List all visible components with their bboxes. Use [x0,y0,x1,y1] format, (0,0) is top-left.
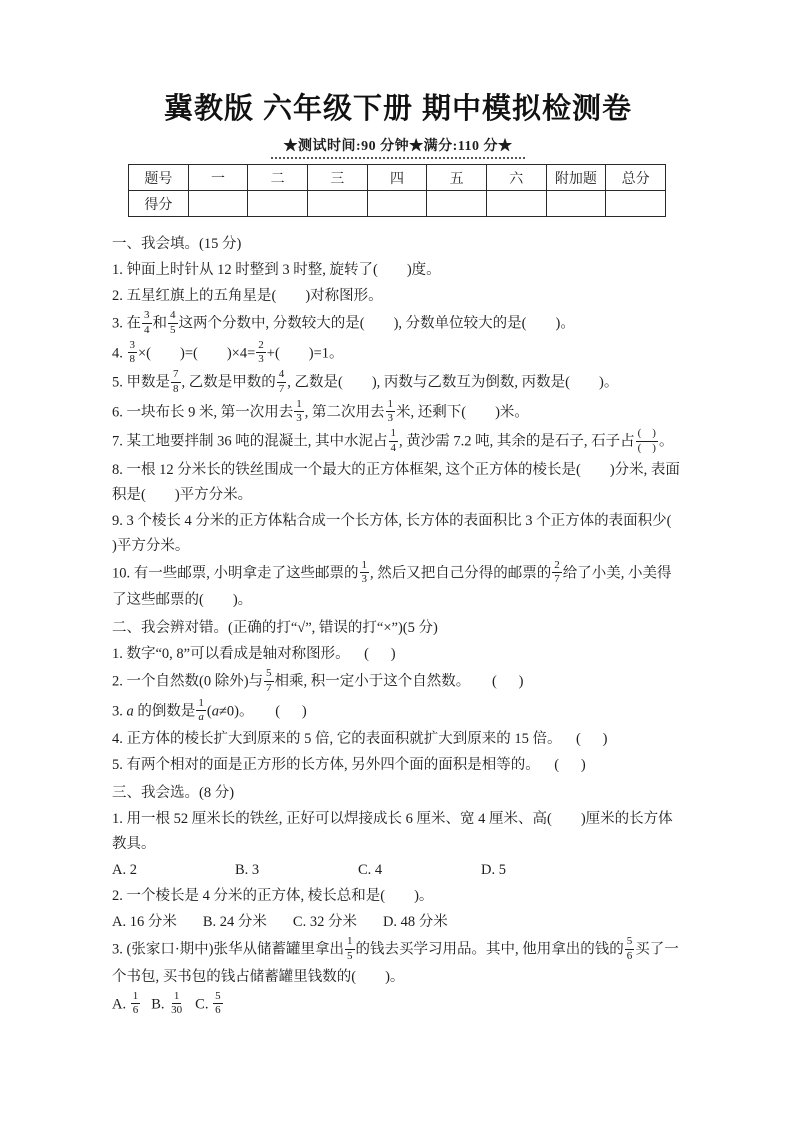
section-heading: 二、我会辨对错。(正确的打“√”, 错误的打“×”)(5 分) [112,620,438,636]
fraction: $\frac{7}{8}$ [173,368,179,395]
score-cell [307,191,367,217]
fraction: $\frac{1}{30}$ [171,989,183,1017]
option-item: A. 16 分米 [112,914,177,930]
fraction: $\frac{1}{a}$ [198,696,204,724]
question-text: 1. 钟面上时针从 12 时整到 3 时整, 旋转了( )度。 [112,262,441,278]
option-item: B. $\frac{1}{30}$ [151,989,183,1017]
fraction: $\frac{2}{3}$ [258,338,264,366]
fraction: $\frac{1}{3}$ [361,558,367,586]
score-table-column: 三 [307,165,367,191]
score-cell [248,191,308,217]
exam-content [112,86,701,1020]
option-item: C. $\frac{5}{6}$ [195,989,221,1017]
score-cell [606,191,666,217]
section-heading: 三、我会选。(8 分) [112,785,235,801]
question-text: 7. 某工地要拌制 36 吨的混凝土, 其中水泥占 $\frac{1}{4}$ , 黄沙需 7.2 吨, 其余的是石子, 石子占 $\frac{( )}{( )}$ 。 [112,427,674,454]
score-table-label: 题号 [129,165,189,191]
question-text: 2. 一个自然数(0 除外)与 $\frac{5}{7}$ 相乘, 积一定小于这个自然数。 ( ) [112,667,524,694]
question-text: 4. 正方体的棱长扩大到原来的 5 倍, 它的表面积就扩大到原来的 15 倍。 ( ) [112,731,608,747]
score-table-column: 附加题 [546,165,606,191]
fraction: $\frac{2}{7}$ [554,558,560,586]
option-item: A. 2 [112,862,137,878]
question-text: 1. 数字“0, 8”可以看成是轴对称图形。 ( ) [112,646,396,662]
options-row [112,858,684,883]
fraction: $\frac{1}{4}$ [390,427,396,454]
exam-body [112,232,701,1019]
fraction: $\frac{4}{5}$ [170,309,176,336]
score-table-column: 六 [486,165,546,191]
option-item: C. 4 [358,862,383,878]
fraction: $\frac{3}{4}$ [144,309,150,336]
fraction: $\frac{1}{3}$ [296,397,302,425]
score-cell [546,191,606,217]
question-text: 4. $\frac{3}{8}$ ×( )=( )×4= $\frac{2}{3}$ +( )=1。 [112,338,344,366]
question-text: 3. a 的倒数是 $\frac{1}{a}$ (a≠0)。 ( ) [112,696,307,724]
options-row [112,910,684,935]
question-text: 1. 用一根 52 厘米长的铁丝, 正好可以焊接成长 6 厘米、宽 4 厘米、高( )厘米的长方体教具。 [112,811,673,852]
fraction: $\frac{( )}{( )}$ [637,427,656,454]
question-text: 5. 有两个相对的面是正方形的长方体, 另外四个面的面积是相等的。 ( ) [112,757,586,773]
options-row [112,991,684,1020]
exam-title: 冀教版 六年级下册 期中模拟检测卷 [163,93,633,125]
fraction: $\frac{4}{7}$ [278,368,285,395]
option-item: A. $\frac{1}{6}$ [112,989,139,1017]
score-table-column: 总分 [606,165,666,191]
exam-meta: ★测试时间:90 分钟★满分:110 分★ [271,135,524,159]
question-text: 5. 甲数是 $\frac{7}{8}$ , 乙数是甲数的 $\frac{4}{7}$ , 乙数是( ), 丙数与乙数互为倒数, 丙数是( )。 [112,368,619,395]
fraction: $\frac{3}{8}$ [129,338,135,366]
fraction: $\frac{5}{7}$ [266,667,272,694]
question-text: 3. (张家口·期中)张华从储蓄罐里拿出 $\frac{1}{5}$ 的钱去买学习用品。其中, 他用拿出的钱的 $\frac{5}{6}$ 买了一个书包, 买书包的钱占储蓄罐里钱数的( )。 [112,935,679,985]
score-table-column: 四 [367,165,427,191]
option-item: C. 32 分米 [292,914,357,930]
score-table-column: 二 [248,165,308,191]
question-text: 2. 五星红旗上的五角星是( )对称图形。 [112,288,383,304]
score-cell [188,191,248,217]
score-cell [486,191,546,217]
question-text: 10. 有一些邮票, 小明拿走了这些邮票的 $\frac{1}{3}$ , 然后又把自己分得的邮票的 $\frac{2}{7}$ 给了小美, 小美得了这些邮票的( )。 [112,558,672,608]
question-text: 8. 一根 12 分米长的铁丝围成一个最大的正方体框架, 这个正方体的棱长是( )分米, 表面积是( )平方分米。 [112,461,680,503]
question-text: 9. 3 个棱长 4 分米的正方体粘合成一个长方体, 长方体的表面积比 3 个正方体的表面积少( )平方分米。 [112,512,701,554]
fraction: $\frac{1}{6}$ [132,989,139,1017]
option-item: D. 5 [481,862,506,878]
question-text: 6. 一块布长 9 米, 第一次用去 $\frac{1}{3}$ , 第二次用去 $\frac{1}{3}$ 米, 还剩下( )米。 [112,397,529,425]
option-item: D. 48 分米 [382,914,448,930]
option-item: B. 3 [235,862,260,878]
fraction: $\frac{5}{6}$ [626,935,633,962]
fraction: $\frac{5}{6}$ [215,989,221,1017]
exam-meta-row [112,135,684,159]
score-cell [427,191,487,217]
score-row-label: 得分 [129,191,189,217]
question-text: 3. 在 $\frac{3}{4}$ 和 $\frac{4}{5}$ 这两个分数中, 分数较大的是( ), 分数单位较大的是( )。 [112,309,575,336]
score-cell [367,191,427,217]
score-table-column: 五 [427,165,487,191]
option-item: B. 24 分米 [202,914,267,930]
score-table [128,164,666,217]
question-text: 2. 一个棱长是 4 分米的正方体, 棱长总和是( )。 [112,888,434,904]
section-heading: 一、我会填。(15 分) [112,236,242,252]
fraction: $\frac{1}{5}$ [347,935,353,962]
fraction: $\frac{1}{3}$ [387,397,393,425]
score-table-column: 一 [188,165,248,191]
